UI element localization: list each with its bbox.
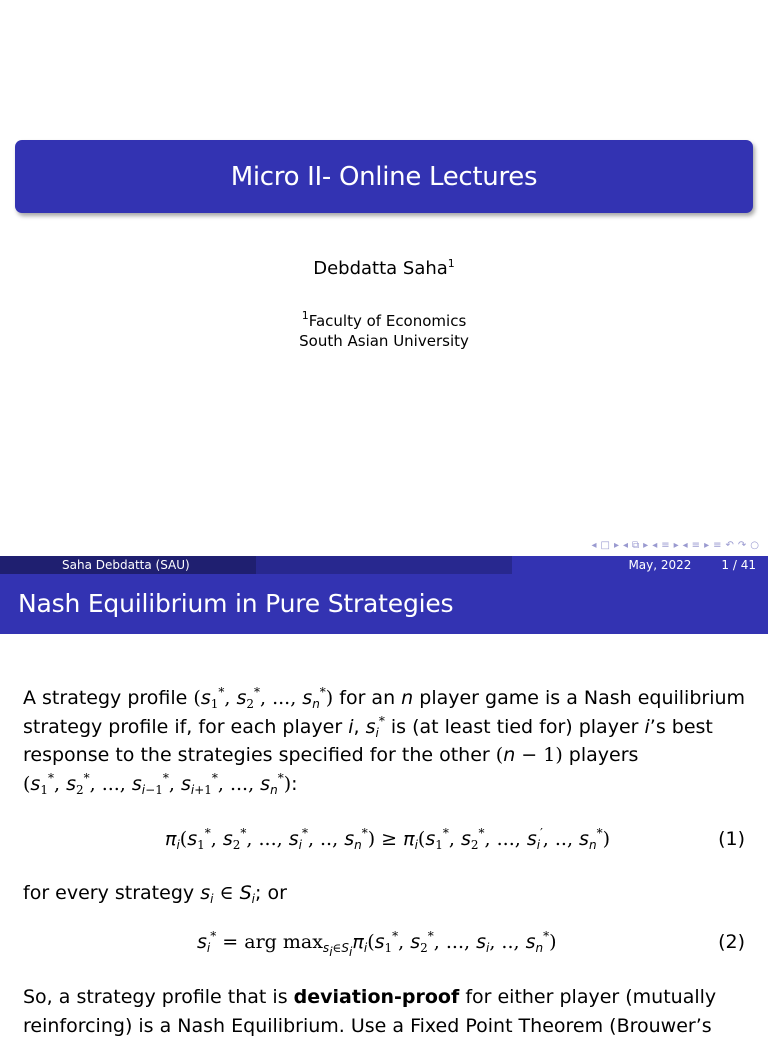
para1-text-c: player game is a Nash equilibrium strategy profile if, for each player — [23, 687, 746, 738]
para3-bold-term: deviation-proof — [293, 986, 460, 1008]
nav-back-icon[interactable]: ↶ — [725, 539, 735, 551]
frame-title: Nash Equilibrium in Pure Strategies — [0, 574, 768, 634]
para3-text-a: So, a strategy profile that is — [23, 986, 288, 1008]
nav-section-icon[interactable]: ≡ — [691, 539, 702, 551]
nav-prev-subsection-icon[interactable]: ◂ — [652, 539, 659, 551]
deviation-proof-paragraph — [23, 983, 753, 1040]
para3-text-b: for either player (mutually reinforcing) is a Nash Equilibrium. Use a Fixed Point Theorem (Brouwer’s — [23, 986, 717, 1037]
equation-2-body: $s_i^*$ = arg $\max_{s_i\in S_i}\pi_i(s_1^*$, $s_2^*$, ..., $s_i$, .., $s_n^*$) — [197, 929, 557, 959]
nav-forward-icon[interactable]: ↷ — [737, 539, 748, 551]
nav-next-section-icon[interactable]: ▸ — [704, 539, 711, 551]
strategy-condition-text — [23, 879, 753, 908]
nav-next-slide-icon[interactable]: ▸ — [613, 539, 620, 551]
math-strategy-profile: ($s_1^*$, $s_2^*$, ..., $s_n^*$) — [193, 685, 334, 711]
para2-text-a: for every strategy — [23, 882, 195, 904]
para1-i-2: i — [644, 715, 650, 738]
institution-line-1 — [0, 309, 768, 330]
para1-text-a: A strategy profile — [23, 687, 188, 709]
institution-line-2 — [0, 332, 768, 350]
nav-outline-icon[interactable]: ≡ — [713, 539, 723, 551]
footline-info — [512, 556, 768, 574]
para1-text-d: is (at least tied for) player — [390, 715, 639, 738]
para1-text-f: players — [568, 744, 639, 766]
institution-footnote-mark: 1 — [301, 309, 309, 322]
footline-page-number: 1 / 41 — [721, 558, 756, 572]
author-footnote-mark: 1 — [447, 257, 455, 270]
nav-prev-section-icon[interactable]: ◂ — [682, 539, 689, 551]
math-others-profile: ($s_1^*$, $s_2^*$, ..., $s_{i-1}^*$, $s_{i+1}^*$, ..., $s_n^*$) — [23, 770, 292, 797]
content-slide — [0, 556, 768, 1037]
author-text: Debdatta Saha — [313, 258, 448, 279]
beamer-navigation-bar — [591, 538, 760, 552]
institution-university: South Asian University — [299, 332, 469, 350]
footline-title-block — [256, 556, 512, 574]
math-si-in-Si: $s_i$ ∈ $S_i$ — [200, 882, 255, 906]
nav-next-frame-icon[interactable]: ▸ — [643, 539, 650, 551]
nav-prev-frame-icon[interactable]: ◂ — [622, 539, 630, 551]
footline-date: May, 2022 — [628, 558, 692, 572]
equation-1-body: $\pi_i(s_1^*$, $s_2^*$, ..., $s_i^*$, .., $s_n^*) \ge \pi_i(s_1^*$, $s_2^*$, ..., $s_i'$, .., $s_n^*$) — [165, 826, 610, 852]
definition-paragraph: A strategy profile ($s_1^*$, $s_2^*$, ..., $s_n^*$) for an n player game is a Nash equilibrium strategy profile if, for each player i, $s_i^*$ is (at least tied for) player i’s best response to the strategies specified for the other (n − 1) players ($s_1^*$, $s_2^*$, ..., $s_{i-1}^*$, $s_{i+1}^*$, ..., $s_n^*$): — [23, 685, 746, 797]
para1-n: n — [401, 687, 414, 709]
equation-2-number: (2) — [718, 931, 745, 953]
equation-1-number: (1) — [718, 828, 745, 850]
para1-i: i — [348, 715, 354, 738]
para1-text-e: ’s best response to the strategies specified for the other — [23, 715, 713, 766]
math-n-minus-1: (n − 1) — [495, 744, 563, 766]
nav-slide-icon[interactable]: □ — [600, 539, 611, 551]
math-si-star: $s_i^*$ — [365, 713, 385, 740]
presentation-title: Micro II- Online Lectures — [230, 161, 538, 192]
footline-author: Saha Debdatta (SAU) — [0, 556, 256, 574]
nav-subsection-icon[interactable]: ≡ — [661, 539, 671, 551]
equation-1 — [0, 828, 768, 860]
equation-2 — [0, 931, 768, 963]
nav-prev-slide-icon[interactable]: ◂ — [591, 539, 598, 551]
title-box — [15, 140, 753, 213]
footline — [0, 556, 768, 574]
para1-text-b: for an — [339, 687, 396, 709]
nav-search-icon[interactable]: ○ — [750, 539, 760, 551]
institution-faculty: Faculty of Economics — [308, 312, 467, 330]
author-name — [0, 258, 768, 279]
nav-frame-icon[interactable]: ⧉ — [632, 539, 641, 551]
para2-text-b: ; or — [255, 882, 287, 904]
nav-next-subsection-icon[interactable]: ▸ — [673, 539, 680, 551]
